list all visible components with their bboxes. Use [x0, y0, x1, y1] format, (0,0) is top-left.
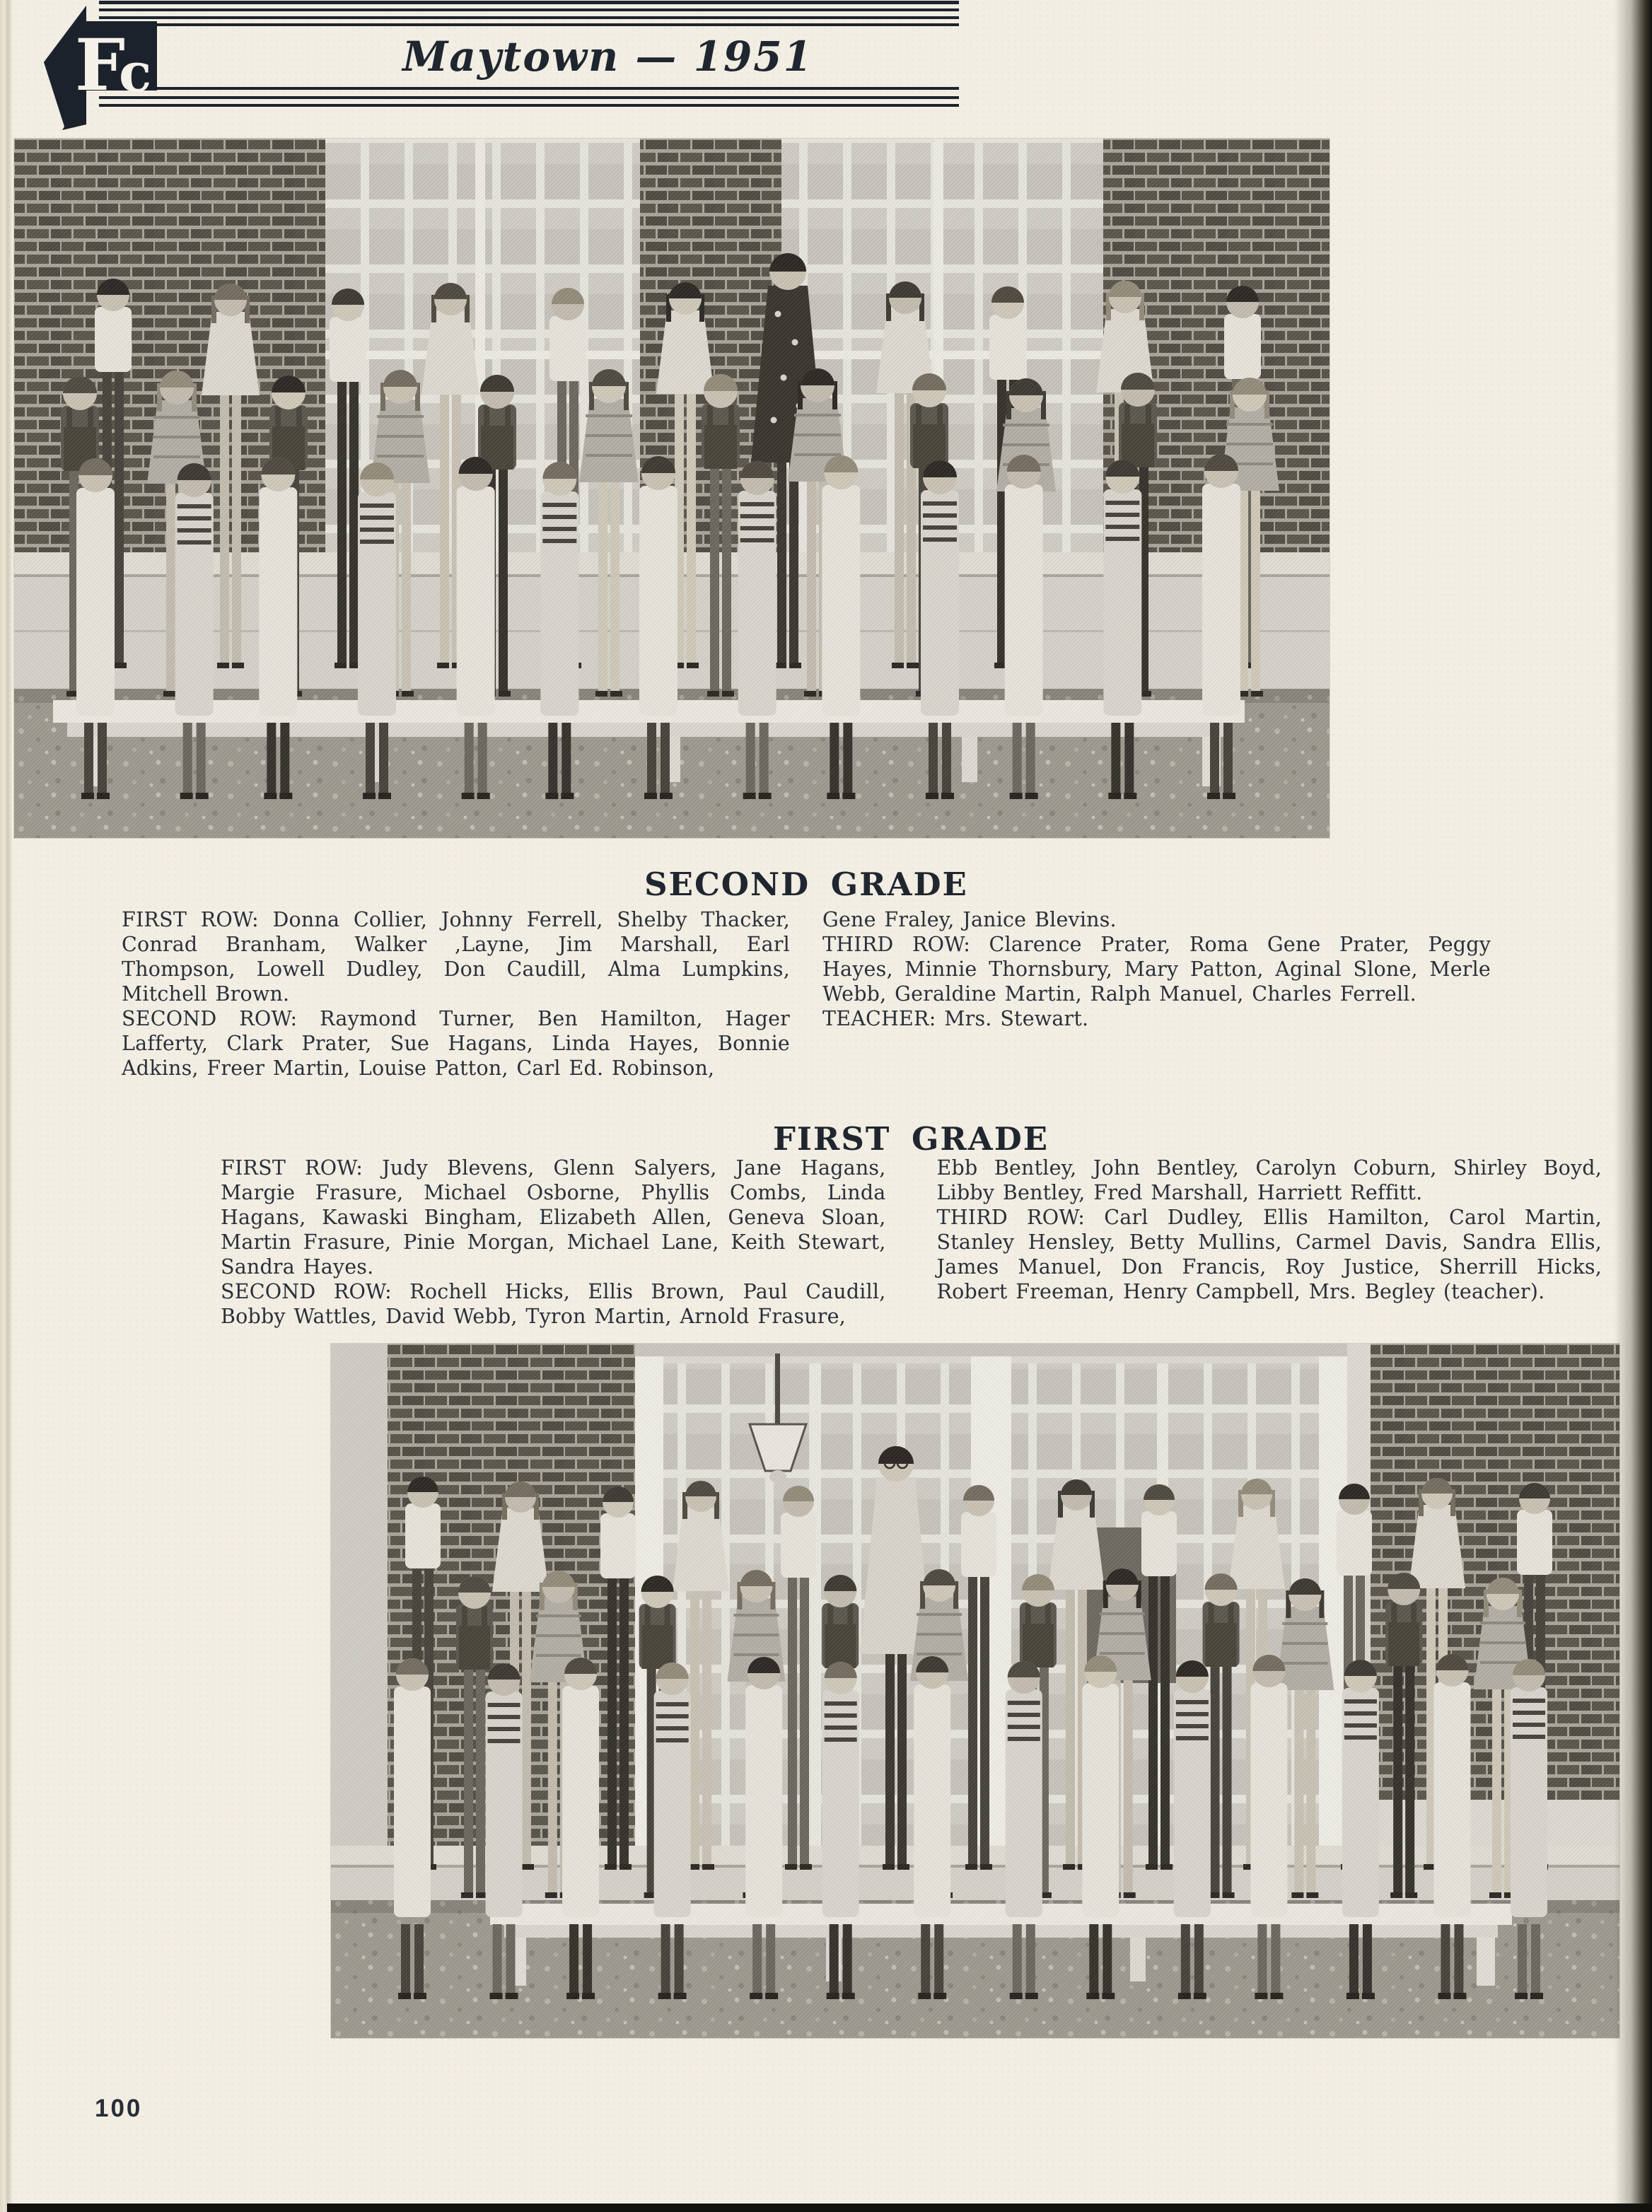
logo-letter-f: F — [75, 23, 125, 107]
header-rule — [99, 104, 959, 107]
name-list-paragraph: Gene Fraley, Janice Blevins. — [822, 908, 1117, 931]
header-rule — [99, 96, 959, 99]
page-binding-shadow — [1614, 0, 1652, 2212]
banner-top-rule — [154, 23, 959, 26]
name-list-paragraph: SECOND ROW: Rochell Hicks, Ellis Brown, Paul Caudill, Bobby Wattles, David Webb, Tyron Martin, Arnold Frasure, — [221, 1280, 886, 1328]
name-list-paragraph: SECOND ROW: Raymond Turner, Ben Hamilton, Hager Lafferty, Clark Prater, Sue Hagans, Linda Hayes, Bonnie Adkins, Freer Martin, Louise Patton, Carl Ed. Robinson, — [122, 1007, 790, 1080]
header-rule — [99, 1, 959, 4]
name-list-paragraph: THIRD ROW: Carl Dudley, Ellis Hamilton, Carol Martin, Stanley Hensley, Betty Mullins, Carmel Davis, Sandra Ellis, James Manuel, Don Francis, Roy Justice, Sherrill Hicks, Robert Freeman, Henry Campbell, Mrs. Begley (teacher). — [936, 1206, 1602, 1303]
first-grade-class-photo — [331, 1344, 1619, 2038]
first-grade-photo-scene — [331, 1344, 1619, 2038]
name-list-paragraph: Ebb Bentley, John Bentley, Carolyn Coburn, Shirley Boyd, Libby Bentley, Fred Marshall, Harriett Reffitt. — [936, 1156, 1602, 1204]
section-title: SECOND GRADE — [644, 866, 968, 903]
section-title: FIRST GRADE — [772, 1120, 1049, 1158]
caption-column-left — [221, 1156, 886, 1329]
banner-bottom-rule — [154, 87, 959, 90]
page-left-edge — [0, 0, 13, 2212]
header-rule — [99, 16, 959, 19]
second-grade-class-photo — [14, 139, 1330, 838]
second-grade-photo-scene — [14, 139, 1330, 838]
caption-column-right — [822, 907, 1491, 1081]
name-list-paragraph: THIRD ROW: Clarence Prater, Roma Gene Prater, Peggy Hayes, Minnie Thornsbury, Mary Patton, Aginal Slone, Merle Webb, Geraldine Martin, Ralph Manuel, Charles Ferrell. — [822, 933, 1491, 1006]
name-list-paragraph: FIRST ROW: Judy Blevens, Glenn Salyers, Jane Hagans, Margie Frasure, Michael Osborne, Phyllis Combs, Linda Hagans, Kawaski Bingham, Elizabeth Allen, Geneva Sloan, Martin Frasure, Pinie Morgan, Michael Lane, Keith Stewart, Sandra Hayes. — [221, 1156, 886, 1279]
name-list-paragraph: FIRST ROW: Donna Collier, Johnny Ferrell, Shelby Thacker, Conrad Branham, Walker ,Layne, Jim Marshall, Earl Thompson, Lowell Dudley, Don Caudill, Alma Lumpkins, Mitchell Brown. — [122, 908, 790, 1006]
fc-arrow-logo — [21, 0, 191, 138]
caption-column-left — [122, 907, 790, 1081]
header-rule — [99, 8, 959, 11]
page-title: Maytown — 1951 — [402, 33, 813, 81]
page-number: 100 — [95, 2095, 143, 2122]
name-list-paragraph: TEACHER: Mrs. Stewart. — [822, 1007, 1089, 1030]
logo-letter-c: c — [119, 41, 152, 104]
caption-column-right — [937, 1156, 1602, 1329]
name-list — [221, 1156, 1602, 1329]
scan-bottom-edge — [7, 2204, 1652, 2212]
name-list — [122, 907, 1491, 1081]
